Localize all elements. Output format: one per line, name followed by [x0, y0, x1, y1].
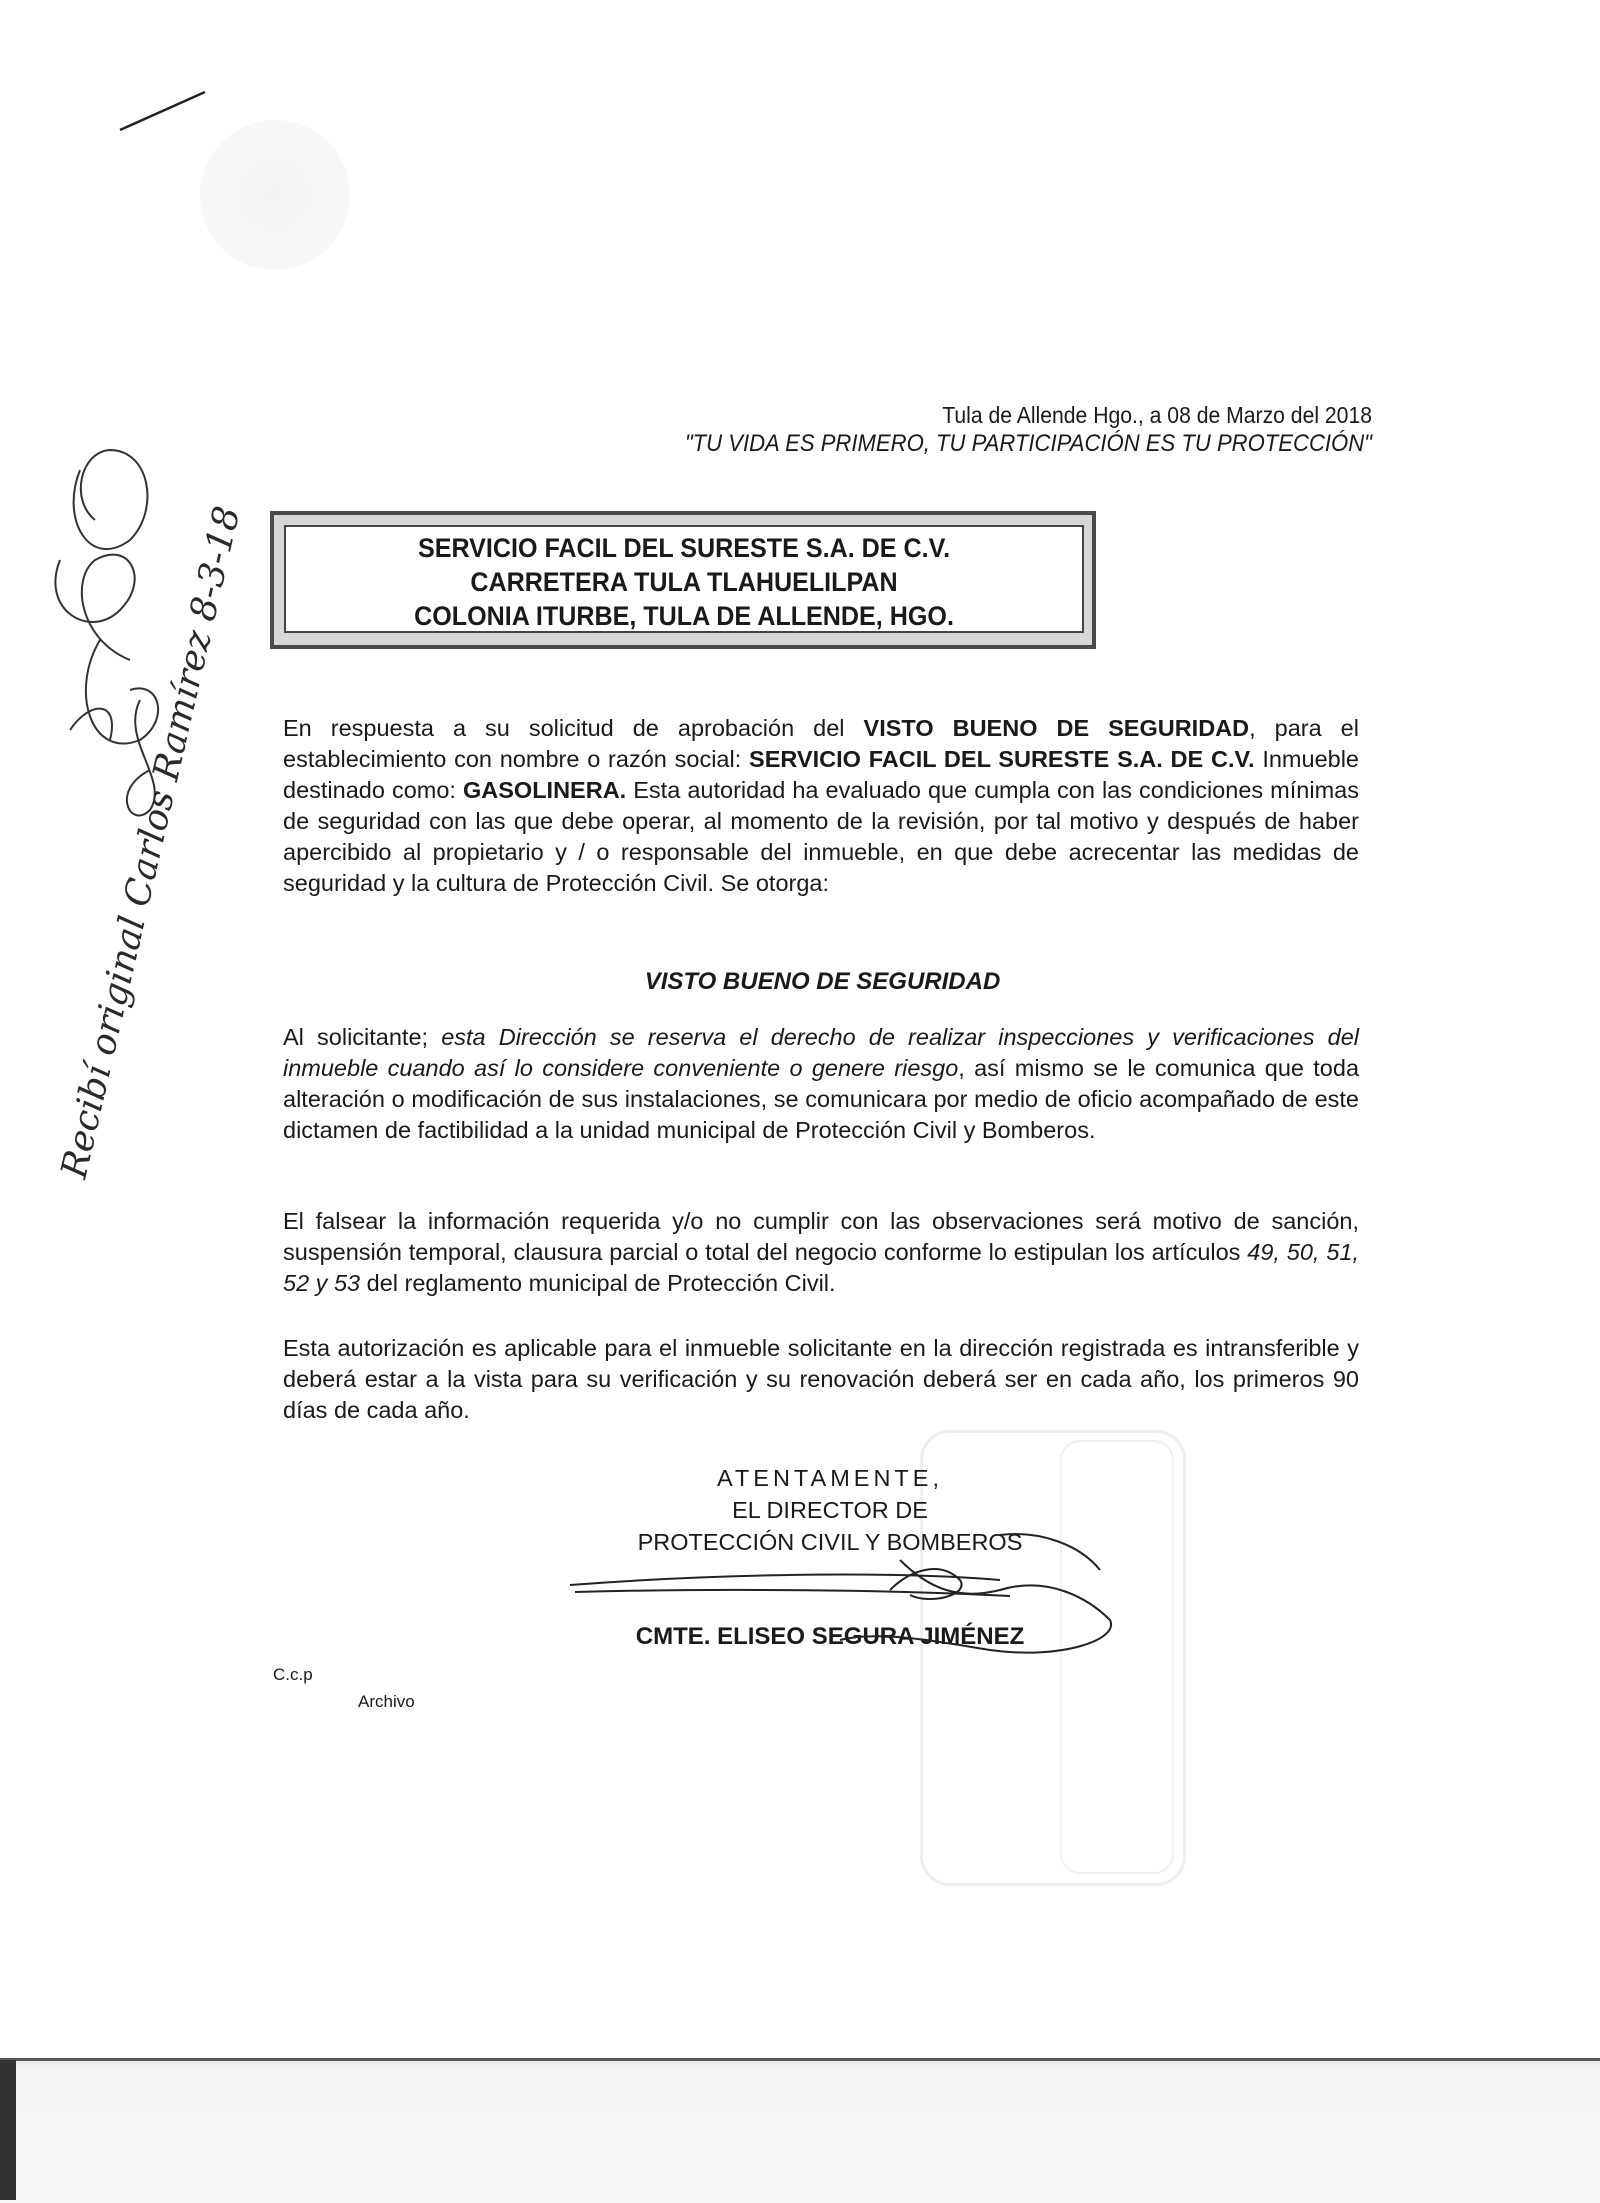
- italic-run: esta Dirección se reserva el derecho de realizar inspecciones y verificaciones del inmueble cuando así lo considere conveniente o genere riesgo: [283, 1024, 1359, 1081]
- closing-salutation: ATENTAMENTE,: [717, 1465, 943, 1491]
- text-run: , así mismo se le comunica que toda alteración o modificación de sus instalaciones, se comunicara por medio de oficio acompañado de este dictamen de factibilidad a la unidad municipal de Protección Civil y Bomberos.: [283, 1055, 1360, 1143]
- text-run: del reglamento municipal de Protección Civil.: [360, 1270, 836, 1296]
- italic-run: 49, 50, 51, 52 y 53: [283, 1239, 1359, 1296]
- paragraph-validity: Esta autorización es aplicable para el inmueble solicitante en la dirección registrada es intransferible y deberá estar a la vista para su verificación y su renovación deberá ser en cada año, los primeros 90 días de cada año.: [283, 1335, 1359, 1423]
- text-run: El falsear la información requerida y/o no cumplir con las observaciones será motivo de sanción, suspensión temporal, clausura parcial o total del negocio conforme lo estipulan los artículos: [283, 1208, 1359, 1265]
- ccp-label: C.c.p: [273, 1665, 313, 1684]
- addressee-line: CARRETERA TULA TLAHUELILPAN: [470, 567, 898, 597]
- bold-run: GASOLINERA.: [463, 777, 627, 803]
- archivo-label: Archivo: [358, 1692, 415, 1711]
- bold-run: SERVICIO FACIL DEL SURESTE S.A. DE C.V.: [749, 746, 1255, 772]
- check-mark-stroke: [120, 92, 205, 130]
- signer-name: CMTE. ELISEO SEGURA JIMÉNEZ: [635, 1623, 1025, 1650]
- text-run: Al solicitante;: [283, 1024, 442, 1050]
- bold-run: VISTO BUENO DE SEGURIDAD: [863, 715, 1250, 741]
- text-run: Esta autoridad ha evaluado que cumpla con las condiciones mínimas de seguridad con las que debe operar, al momento de la revisión, por tal motivo y después de haber apercibido al propietario y / o responsable del inmueble, en que debe acrecentar las medidas de seguridad y la cultura de Protección Civil. Se otorga:: [283, 777, 1359, 896]
- director-signature: [570, 1534, 1111, 1653]
- closing-department: PROTECCIÓN CIVIL Y BOMBEROS: [637, 1529, 1023, 1555]
- scan-bottom-band: [0, 2058, 1600, 2203]
- text-run: En respuesta a su solicitud de aprobación del: [283, 715, 864, 741]
- slogan: "TU VIDA ES PRIMERO, TU PARTICIPACIÓN ES TU PROTECCIÓN": [684, 430, 1372, 457]
- grant-title: VISTO BUENO DE SEGURIDAD: [644, 968, 1001, 995]
- text-run: Inmueble destinado como:: [283, 746, 1360, 803]
- margin-signature: [55, 450, 158, 815]
- text-run: , para el establecimiento con nombre o razón social:: [283, 715, 1359, 772]
- received-note: Recibí original Carlos Ramírez 8-3-18: [53, 502, 249, 1183]
- scan-edge-shadow: [0, 2060, 16, 2200]
- addressee-line: SERVICIO FACIL DEL SURESTE S.A. DE C.V.: [417, 533, 951, 563]
- date-line: Tula de Allende Hgo., a 08 de Marzo del 2018: [942, 402, 1372, 428]
- addressee-line: COLONIA ITURBE, TULA DE ALLENDE, HGO.: [414, 601, 954, 631]
- closing-title: EL DIRECTOR DE: [732, 1497, 928, 1523]
